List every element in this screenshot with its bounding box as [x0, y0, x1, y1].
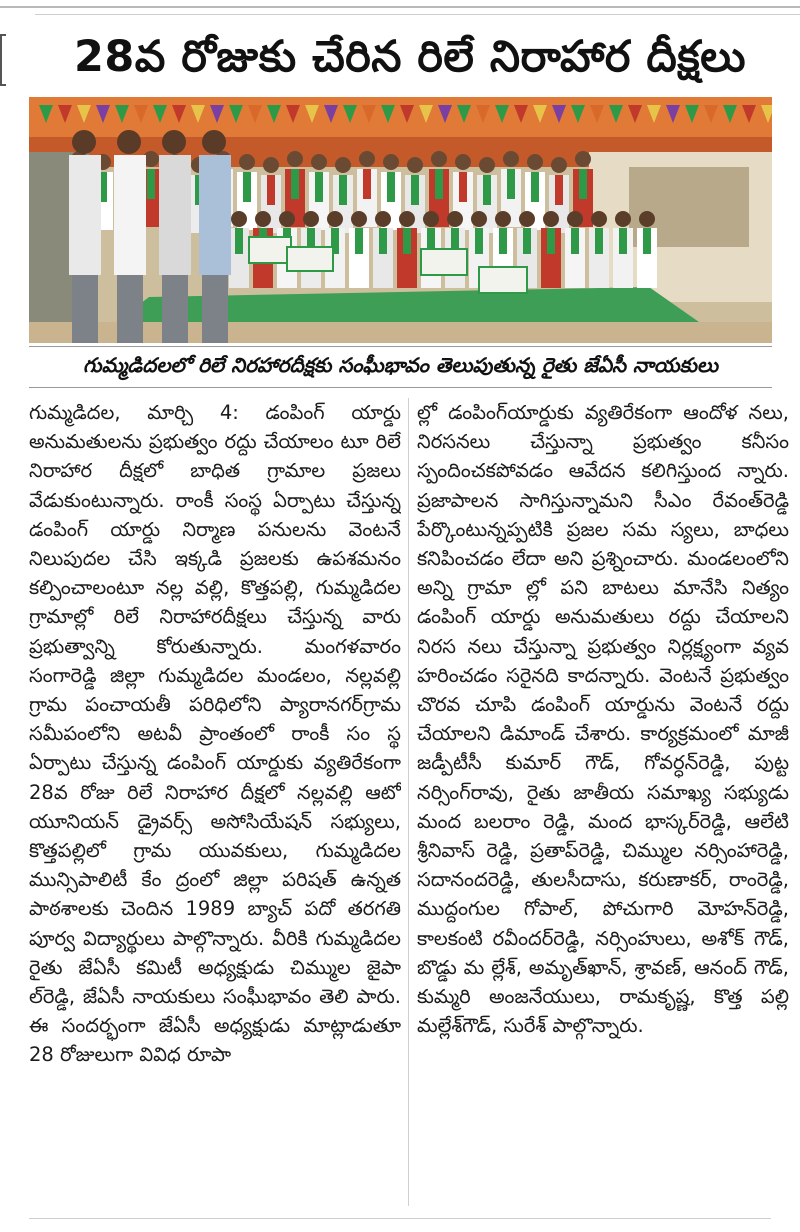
- protest-gathering-photo: [29, 97, 772, 343]
- column-divider: [408, 398, 409, 1206]
- article-column-left: [29, 398, 401, 1210]
- article-column-right: [417, 398, 789, 1210]
- headline: 28వ రోజుకు చేరిన రిలే నిరాహార దీక్షలు: [73, 32, 747, 82]
- news-photo: [29, 97, 772, 343]
- top-rule-secondary: [35, 14, 800, 15]
- bottom-rule: [29, 1218, 771, 1219]
- article-body-right: ల్లో డంపింగ్‌యార్డుకు వ్యతిరేకంగా ఆందోళ నలు, నిరసనలు చేస్తున్నా ప్రభుత్వం కనీసం స్పందించకపోవడం ఆవేదన కలిగిస్తుంద న్నారు. ప్రజాపాలన సాగిస్తున్నామని సీఎం రేవంత్‌రెడ్డి పేర్కొంటున్నప్పటికి ప్రజల సమ స్యలు, బాధలు కనిపించడం లేదా అని ప్రశ్నించారు. మండలంలోని అన్ని గ్రామా ల్లో పని బాటలు మానేసి నిత్యం డంపింగ్ యార్డు అనుమతులు రద్దు చేయాలని నిరస నలు చేస్తున్నా ప్రభుత్వం నిర్లక్ష్యంగా వ్యవ హరించడం సరైనది కాదన్నారు. వెంటనే ప్రభుత్వం చొరవ చూపి డంపింగ్ యార్డును వెంటనే రద్దు చేయాలని డిమాండ్ చేశారు. కార్యక్రమంలో మాజీ జడ్పీటీసీ కుమార్ గౌడ్, గోవర్ధన్‌రెడ్డి, పుట్ట నర్సింగ్‌రావు, రైతు జాతీయ సమాఖ్య సభ్యుడు మంద బలరాం రెడ్డి, మంద భాస్కర్‌రెడ్డి, ఆలేటి శ్రీనివాస్ రెడ్డి, ప్రతాప్‌రెడ్డి, చిమ్ముల నర్సింహారెడ్డి, సదానందరెడ్డి, తులసీదాసు, కరుణాకర్, రాంరెడ్డి, ముద్దంగుల గోపాల్, పోచుగారి మోహన్‌రెడ్డి, కాలకంటి రవీందర్‌రెడ్డి, నర్సింహులు, అశోక్ గౌడ్, బొడ్డు మ ల్లేశ్, అమృత్‌ఖాన్, శ్రావణ్, ఆనంద్ గౌడ్, కుమ్మరి అంజనేయులు, రామకృష్ణ, కొత్త పల్లి మల్లేశ్‌గౌడ్, సురేశ్ పాల్గొన్నారు.: [417, 401, 789, 1038]
- top-rule: [0, 6, 800, 8]
- article-body-left: గుమ్మడిదల, మార్చి 4: డంపింగ్ యార్డు అనుమతులను ప్రభుత్వం రద్దు చేయాలం టూ రిలే నిరాహార దీక్షలో బాధిత గ్రామాల ప్రజలు వేడుకుంటున్నారు. రాంకీ సంస్థ ఏర్పాటు చేస్తున్న డంపింగ్ యార్డు నిర్మాణ పనులను వెంటనే నిలుపుదల చేసి ఇక్కడి ప్రజలకు ఉపశమనం కల్పించాలంటూ నల్ల వల్లి, కొత్తపల్లి, గుమ్మడిదల గ్రామాల్లో రిలే నిరాహారదీక్షలు చేస్తున్న వారు ప్రభుత్వాన్ని కోరుతున్నారు. మంగళవారం సంగారెడ్డి జిల్లా గుమ్మడిదల మండలం, నల్లవల్లి గ్రామ పంచాయతీ పరిధిలోని ప్యారానగర్‌గ్రామ సమీపంలోని అటవీ ప్రాంతంలో రాంకీ సం స్థ ఏర్పాటు చేస్తున్న డంపింగ్ యార్డుకు వ్యతిరేకంగా 28వ రోజు రిలే నిరాహార దీక్షలో నల్లవల్లి ఆటో యూనియన్ డ్రైవర్స్ అసోసియేషన్ సభ్యులు, కొత్తపల్లిలో గ్రామ యువకులు, గుమ్మడిదల మున్సిపాలిటీ కేం ద్రంలో జిల్లా పరిషత్ ఉన్నత పాఠశాలకు చెందిన 1989 బ్యాచ్ పదో తరగతి పూర్వ విద్యార్థులు పాల్గొన్నారు. వీరికి గుమ్మడిదల రైతు జేఏసీ కమిటీ అధ్యక్షుడు చిమ్ముల జైపా ల్‌రెడ్డి, జేఏసీ నాయకులు సంఘీభావం తెలి పారు. ఈ సందర్భంగా జేఏసీ అధ్యక్షుడు మాట్లాడుతూ 28 రోజులుగా వివిధ రూపా: [29, 401, 401, 1067]
- photo-caption-bar: [29, 346, 772, 388]
- photo-caption: గుమ్మడిదలలో రిలే నిరహారదీక్షకు సంఘీభావం తెలుపుతున్న రైతు జేఏసీ నాయకులు: [82, 352, 719, 377]
- column-bracket: [0, 34, 6, 86]
